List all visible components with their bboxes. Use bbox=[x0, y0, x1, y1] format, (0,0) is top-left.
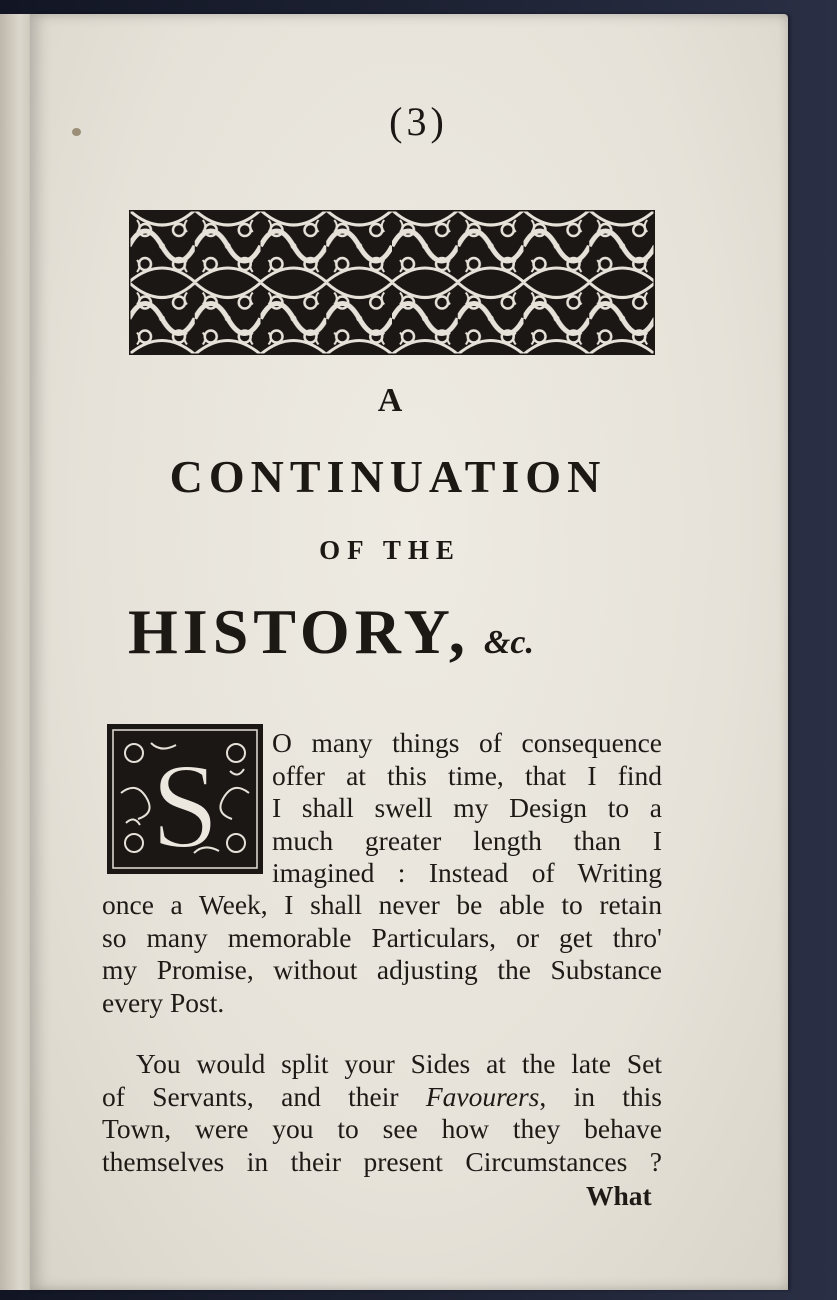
text-segment: of Servants, and their bbox=[102, 1080, 426, 1112]
text-line: much greater length than I bbox=[272, 824, 662, 856]
paragraph-1-continued bbox=[102, 889, 662, 1019]
decorated-initial-s bbox=[106, 723, 264, 875]
title-of-the: OF THE bbox=[319, 535, 461, 565]
text-line: every Post. bbox=[102, 986, 225, 1018]
italic-word: Favourers bbox=[425, 1080, 540, 1112]
title-history bbox=[128, 595, 688, 669]
text-line: Town, were you to see how they behave bbox=[102, 1113, 662, 1144]
paragraph-2 bbox=[102, 1048, 662, 1178]
text-segment: , in this bbox=[539, 1080, 663, 1112]
text-line: You would split your Sides at the late Set bbox=[136, 1048, 662, 1079]
ornamental-headpiece bbox=[129, 210, 655, 355]
catchword: What bbox=[586, 1180, 652, 1211]
text-line: themselves in their present Circumstances ? bbox=[102, 1145, 662, 1177]
title-continuation: CONTINUATION bbox=[169, 451, 607, 502]
text-line bbox=[102, 1081, 662, 1114]
page-number: (3) bbox=[389, 99, 448, 144]
drop-cap-letter: S bbox=[151, 739, 219, 874]
text-line: O many things of consequence bbox=[272, 727, 662, 758]
paragraph-1-opening bbox=[272, 727, 662, 890]
title-article: A bbox=[377, 382, 403, 419]
text-line: offer at this time, that I find bbox=[272, 759, 662, 791]
title-etc: &c. bbox=[483, 624, 534, 661]
text-line: my Promise, without adjusting the Substance bbox=[102, 954, 662, 985]
text-line: so many memorable Particulars, or get thro' bbox=[102, 921, 662, 953]
text-line: once a Week, I shall never be able to retain bbox=[102, 889, 662, 920]
title-history-word: HISTORY, bbox=[128, 596, 470, 667]
text-line: imagined : Instead of Writing bbox=[272, 857, 662, 888]
text-line: I shall swell my Design to a bbox=[272, 792, 662, 823]
